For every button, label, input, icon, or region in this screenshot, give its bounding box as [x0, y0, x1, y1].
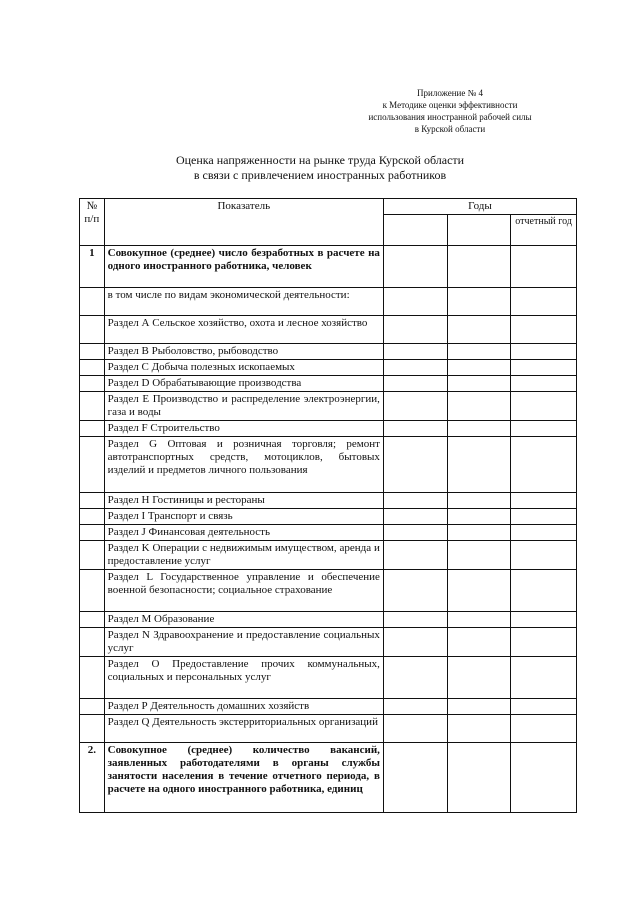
- table-row: [80, 493, 577, 509]
- row-number: [80, 570, 105, 612]
- value-cell: [383, 437, 447, 493]
- value-cell: [511, 344, 577, 360]
- value-cell: [447, 612, 511, 628]
- table-row: [80, 509, 577, 525]
- value-cell: [511, 421, 577, 437]
- value-cell: [447, 376, 511, 392]
- row-number: [80, 376, 105, 392]
- table-row: [80, 612, 577, 628]
- value-cell: [383, 612, 447, 628]
- row-indicator: Раздел F Строительство: [104, 421, 383, 437]
- indicator-table: [79, 198, 577, 813]
- row-number: [80, 493, 105, 509]
- table-row: [80, 657, 577, 699]
- value-cell: [447, 421, 511, 437]
- value-cell: [383, 743, 447, 813]
- header-year-1: [383, 215, 447, 246]
- value-cell: [447, 699, 511, 715]
- row-indicator: Раздел L Государственное управление и обеспечение военной безопасности; социальное страхование: [104, 570, 383, 612]
- row-number: [80, 360, 105, 376]
- value-cell: [447, 525, 511, 541]
- row-number: [80, 392, 105, 421]
- row-indicator: Раздел М Образование: [104, 612, 383, 628]
- value-cell: [447, 246, 511, 288]
- value-cell: [447, 715, 511, 743]
- row-indicator: Раздел G Оптовая и розничная торговля; ремонт автотранспортных средств, мотоциклов, бытовых изделий и предметов личного пользования: [104, 437, 383, 493]
- row-number: [80, 509, 105, 525]
- appendix-header: [325, 87, 575, 135]
- row-number: [80, 288, 105, 316]
- value-cell: [511, 541, 577, 570]
- value-cell: [511, 699, 577, 715]
- row-indicator: Раздел K Операции с недвижимым имуществом, аренда и предоставление услуг: [104, 541, 383, 570]
- value-cell: [447, 316, 511, 344]
- value-cell: [511, 509, 577, 525]
- row-indicator: Раздел А Сельское хозяйство, охота и лесное хозяйство: [104, 316, 383, 344]
- row-number: [80, 316, 105, 344]
- value-cell: [447, 392, 511, 421]
- table-row: [80, 437, 577, 493]
- value-cell: [447, 570, 511, 612]
- row-number: [80, 421, 105, 437]
- value-cell: [383, 541, 447, 570]
- table-row: [80, 715, 577, 743]
- value-cell: [511, 570, 577, 612]
- table-row: [80, 525, 577, 541]
- row-indicator: Совокупное (среднее) число безработных в расчете на одного иностранного работника, человек: [104, 246, 383, 288]
- document-title: [120, 153, 520, 183]
- value-cell: [511, 246, 577, 288]
- value-cell: [383, 657, 447, 699]
- value-cell: [511, 392, 577, 421]
- value-cell: [447, 360, 511, 376]
- value-cell: [383, 316, 447, 344]
- table-row: [80, 392, 577, 421]
- value-cell: [447, 344, 511, 360]
- row-indicator: Совокупное (среднее) количество вакансий, заявленных работодателями в органы службы занятости населения в течение отчетного периода, в расчете на одного иностранного работника, единиц: [104, 743, 383, 813]
- header-indicator: Показатель: [104, 199, 383, 246]
- value-cell: [383, 525, 447, 541]
- value-cell: [511, 612, 577, 628]
- row-indicator: Раздел С Добыча полезных ископаемых: [104, 360, 383, 376]
- row-number: [80, 657, 105, 699]
- appendix-line: в Курской области: [414, 124, 486, 134]
- row-indicator: Раздел Н Гостиницы и рестораны: [104, 493, 383, 509]
- table-row: [80, 421, 577, 437]
- table-row: [80, 316, 577, 344]
- table-row: [80, 570, 577, 612]
- appendix-line: использования иностранной рабочей силы: [368, 112, 532, 122]
- value-cell: [447, 493, 511, 509]
- appendix-line: Приложение № 4: [417, 88, 483, 98]
- value-cell: [511, 657, 577, 699]
- value-cell: [511, 525, 577, 541]
- title-line: Оценка напряженности на рынке труда Курской области: [175, 153, 465, 167]
- value-cell: [511, 376, 577, 392]
- row-number: [80, 699, 105, 715]
- value-cell: [383, 246, 447, 288]
- row-indicator: Раздел J Финансовая деятельность: [104, 525, 383, 541]
- table-row: [80, 699, 577, 715]
- row-number: [80, 541, 105, 570]
- value-cell: [511, 437, 577, 493]
- value-cell: [511, 493, 577, 509]
- value-cell: [447, 628, 511, 657]
- value-cell: [511, 288, 577, 316]
- row-indicator: в том числе по видам экономической деятельности:: [104, 288, 383, 316]
- header-years: Годы: [383, 199, 576, 215]
- value-cell: [383, 509, 447, 525]
- title-line: в связи с привлечением иностранных работников: [193, 168, 447, 182]
- value-cell: [447, 288, 511, 316]
- row-indicator: Раздел Р Деятельность домашних хозяйств: [104, 699, 383, 715]
- table-row: [80, 541, 577, 570]
- table-row: [80, 743, 577, 813]
- table-row: [80, 376, 577, 392]
- header-year-2: [447, 215, 511, 246]
- appendix-line: к Методике оценки эффективности: [382, 100, 518, 110]
- value-cell: [447, 437, 511, 493]
- value-cell: [511, 743, 577, 813]
- table-row: [80, 360, 577, 376]
- value-cell: [383, 288, 447, 316]
- value-cell: [511, 715, 577, 743]
- table-row: [80, 288, 577, 316]
- value-cell: [383, 570, 447, 612]
- row-indicator: Раздел В Рыболовство, рыбоводство: [104, 344, 383, 360]
- row-indicator: Раздел D Обрабатывающие производства: [104, 376, 383, 392]
- value-cell: [383, 360, 447, 376]
- row-number: [80, 525, 105, 541]
- row-number: [80, 628, 105, 657]
- row-number: 1: [80, 246, 105, 288]
- row-number: [80, 715, 105, 743]
- row-number: 2.: [80, 743, 105, 813]
- value-cell: [447, 657, 511, 699]
- value-cell: [511, 360, 577, 376]
- value-cell: [511, 628, 577, 657]
- header-reporting-year: отчетный год: [511, 215, 577, 246]
- header-num: № п/п: [80, 199, 105, 246]
- table-header-row: [80, 199, 577, 215]
- row-indicator: Раздел Е Производство и распределение электроэнергии, газа и воды: [104, 392, 383, 421]
- table-row: [80, 628, 577, 657]
- table-row: [80, 344, 577, 360]
- row-indicator: Раздел N Здравоохранение и предоставление социальных услуг: [104, 628, 383, 657]
- value-cell: [383, 628, 447, 657]
- row-indicator: Раздел О Предоставление прочих коммунальных, социальных и персональных услуг: [104, 657, 383, 699]
- row-indicator: Раздел Q Деятельность экстерриториальных организаций: [104, 715, 383, 743]
- value-cell: [383, 344, 447, 360]
- value-cell: [383, 493, 447, 509]
- row-number: [80, 437, 105, 493]
- value-cell: [383, 392, 447, 421]
- table-row: [80, 246, 577, 288]
- value-cell: [383, 699, 447, 715]
- value-cell: [383, 421, 447, 437]
- value-cell: [511, 316, 577, 344]
- value-cell: [447, 509, 511, 525]
- value-cell: [447, 743, 511, 813]
- value-cell: [447, 541, 511, 570]
- row-number: [80, 612, 105, 628]
- row-indicator: Раздел I Транспорт и связь: [104, 509, 383, 525]
- value-cell: [383, 715, 447, 743]
- row-number: [80, 344, 105, 360]
- value-cell: [383, 376, 447, 392]
